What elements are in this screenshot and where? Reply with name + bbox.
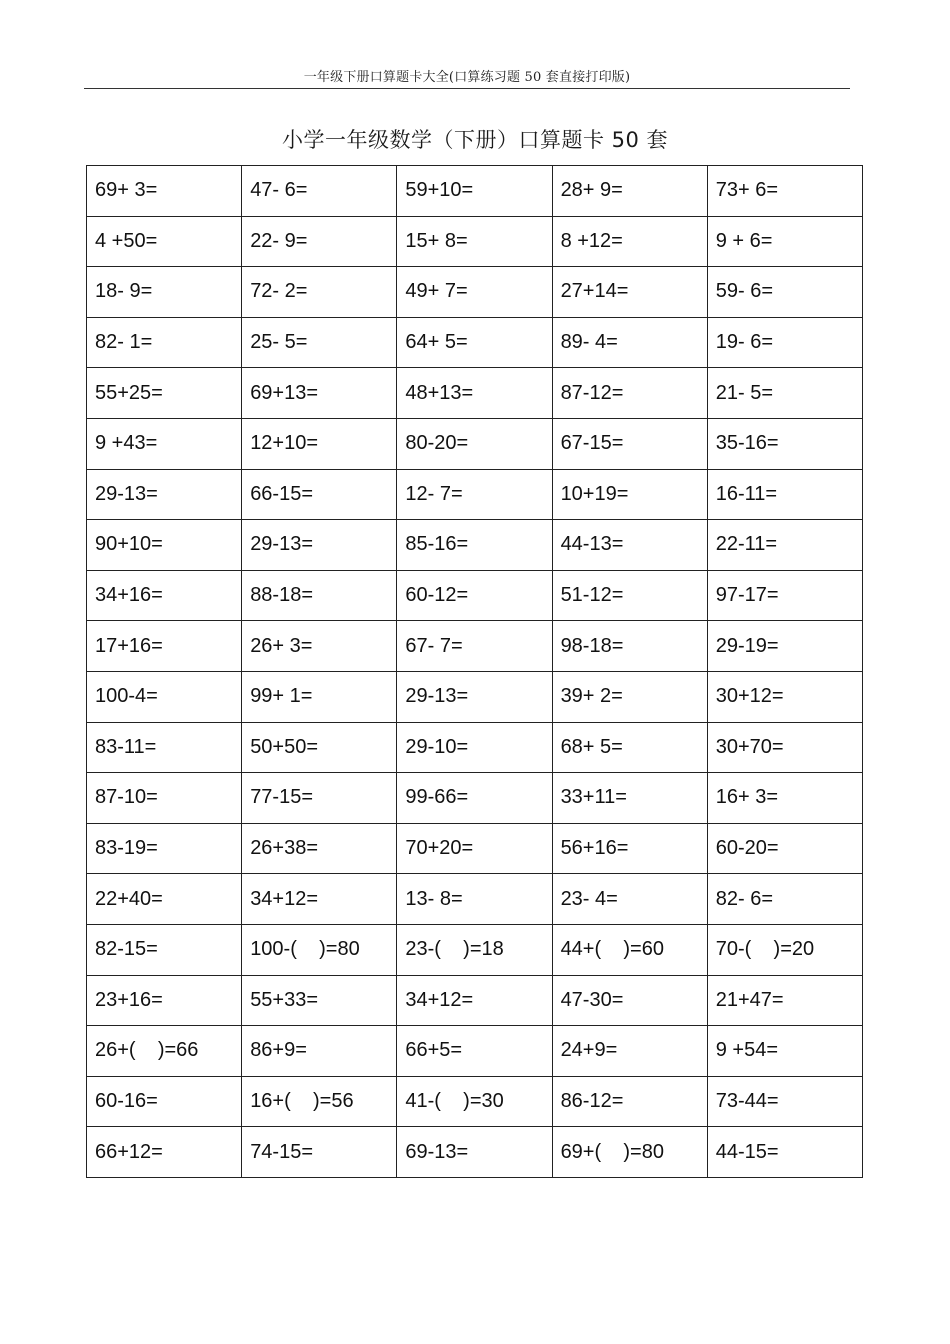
running-header: 一年级下册口算题卡大全(口算练习题 50 套直接打印版) bbox=[303, 70, 631, 85]
problem-cell: 9 +54= bbox=[707, 1026, 862, 1077]
problem-cell: 23- 4= bbox=[552, 874, 707, 925]
problem-cell: 39+ 2= bbox=[552, 671, 707, 722]
problem-cell: 68+ 5= bbox=[552, 722, 707, 773]
problem-cell: 47- 6= bbox=[242, 166, 397, 217]
problem-cell: 100-( )=80 bbox=[242, 924, 397, 975]
problem-cell: 19- 6= bbox=[707, 317, 862, 368]
problem-cell: 67- 7= bbox=[397, 621, 552, 672]
problem-cell: 30+70= bbox=[707, 722, 862, 773]
problem-cell: 24+9= bbox=[552, 1026, 707, 1077]
table-row bbox=[87, 924, 863, 975]
problem-cell: 41-( )=30 bbox=[397, 1076, 552, 1127]
problem-cell: 27+14= bbox=[552, 267, 707, 318]
page-title: 小学一年级数学（下册）口算题卡 50 套 bbox=[281, 128, 669, 152]
problem-cell: 26+38= bbox=[242, 823, 397, 874]
table-row bbox=[87, 317, 863, 368]
problem-cell: 89- 4= bbox=[552, 317, 707, 368]
problem-cell: 18- 9= bbox=[87, 267, 242, 318]
problem-cell: 28+ 9= bbox=[552, 166, 707, 217]
problem-cell: 73-44= bbox=[707, 1076, 862, 1127]
problem-cell: 12- 7= bbox=[397, 469, 552, 520]
problem-cell: 34+16= bbox=[87, 570, 242, 621]
problem-cell: 69-13= bbox=[397, 1127, 552, 1178]
problem-cell: 83-11= bbox=[87, 722, 242, 773]
problem-cell: 82- 1= bbox=[87, 317, 242, 368]
problem-cell: 51-12= bbox=[552, 570, 707, 621]
problem-cell: 55+33= bbox=[242, 975, 397, 1026]
problem-cell: 29-13= bbox=[87, 469, 242, 520]
header-rule bbox=[84, 88, 850, 89]
problem-cell: 8 +12= bbox=[552, 216, 707, 267]
problem-cell: 73+ 6= bbox=[707, 166, 862, 217]
problem-cell: 72- 2= bbox=[242, 267, 397, 318]
problem-cell: 22+40= bbox=[87, 874, 242, 925]
problem-cell: 99+ 1= bbox=[242, 671, 397, 722]
problem-cell: 100-4= bbox=[87, 671, 242, 722]
problem-cell: 69+ 3= bbox=[87, 166, 242, 217]
problem-cell: 74-15= bbox=[242, 1127, 397, 1178]
problem-cell: 25- 5= bbox=[242, 317, 397, 368]
table-row bbox=[87, 216, 863, 267]
table-row bbox=[87, 267, 863, 318]
table-row bbox=[87, 418, 863, 469]
problem-cell: 66-15= bbox=[242, 469, 397, 520]
problem-cell: 83-19= bbox=[87, 823, 242, 874]
problem-cell: 98-18= bbox=[552, 621, 707, 672]
problem-cell: 85-16= bbox=[397, 520, 552, 571]
problem-cell: 34+12= bbox=[397, 975, 552, 1026]
table-row bbox=[87, 1076, 863, 1127]
problem-cell: 87-10= bbox=[87, 773, 242, 824]
problem-table-body bbox=[87, 166, 863, 1178]
problem-cell: 97-17= bbox=[707, 570, 862, 621]
problem-cell: 56+16= bbox=[552, 823, 707, 874]
problem-cell: 55+25= bbox=[87, 368, 242, 419]
problem-cell: 99-66= bbox=[397, 773, 552, 824]
table-row bbox=[87, 1026, 863, 1077]
problem-cell: 60-12= bbox=[397, 570, 552, 621]
problem-cell: 44+( )=60 bbox=[552, 924, 707, 975]
problem-cell: 29-10= bbox=[397, 722, 552, 773]
problem-cell: 16-11= bbox=[707, 469, 862, 520]
table-row bbox=[87, 469, 863, 520]
problem-cell: 34+12= bbox=[242, 874, 397, 925]
problem-cell: 35-16= bbox=[707, 418, 862, 469]
table-row bbox=[87, 1127, 863, 1178]
problem-cell: 86-12= bbox=[552, 1076, 707, 1127]
problem-cell: 48+13= bbox=[397, 368, 552, 419]
problem-cell: 12+10= bbox=[242, 418, 397, 469]
problem-cell: 22- 9= bbox=[242, 216, 397, 267]
problem-cell: 80-20= bbox=[397, 418, 552, 469]
table-row bbox=[87, 975, 863, 1026]
problem-cell: 70+20= bbox=[397, 823, 552, 874]
table-row bbox=[87, 874, 863, 925]
problem-cell: 26+ 3= bbox=[242, 621, 397, 672]
problem-cell: 82- 6= bbox=[707, 874, 862, 925]
problem-cell: 87-12= bbox=[552, 368, 707, 419]
arithmetic-problem-table bbox=[86, 165, 863, 1178]
table-row bbox=[87, 823, 863, 874]
problem-cell: 67-15= bbox=[552, 418, 707, 469]
problem-cell: 47-30= bbox=[552, 975, 707, 1026]
problem-cell: 86+9= bbox=[242, 1026, 397, 1077]
problem-cell: 29-13= bbox=[242, 520, 397, 571]
problem-cell: 23-( )=18 bbox=[397, 924, 552, 975]
problem-cell: 30+12= bbox=[707, 671, 862, 722]
problem-cell: 50+50= bbox=[242, 722, 397, 773]
problem-cell: 70-( )=20 bbox=[707, 924, 862, 975]
problem-cell: 49+ 7= bbox=[397, 267, 552, 318]
table-row bbox=[87, 166, 863, 217]
table-row bbox=[87, 368, 863, 419]
table-row bbox=[87, 570, 863, 621]
problem-cell: 16+ 3= bbox=[707, 773, 862, 824]
problem-cell: 44-13= bbox=[552, 520, 707, 571]
problem-cell: 59+10= bbox=[397, 166, 552, 217]
problem-cell: 4 +50= bbox=[87, 216, 242, 267]
problem-cell: 66+5= bbox=[397, 1026, 552, 1077]
problem-cell: 13- 8= bbox=[397, 874, 552, 925]
table-row bbox=[87, 671, 863, 722]
table-row bbox=[87, 773, 863, 824]
problem-cell: 44-15= bbox=[707, 1127, 862, 1178]
problem-cell: 10+19= bbox=[552, 469, 707, 520]
problem-cell: 29-19= bbox=[707, 621, 862, 672]
problem-cell: 69+( )=80 bbox=[552, 1127, 707, 1178]
problem-cell: 16+( )=56 bbox=[242, 1076, 397, 1127]
problem-cell: 90+10= bbox=[87, 520, 242, 571]
problem-cell: 21- 5= bbox=[707, 368, 862, 419]
problem-cell: 66+12= bbox=[87, 1127, 242, 1178]
problem-cell: 88-18= bbox=[242, 570, 397, 621]
table-row bbox=[87, 722, 863, 773]
problem-cell: 69+13= bbox=[242, 368, 397, 419]
problem-cell: 9 + 6= bbox=[707, 216, 862, 267]
problem-cell: 82-15= bbox=[87, 924, 242, 975]
problem-cell: 59- 6= bbox=[707, 267, 862, 318]
table-row bbox=[87, 520, 863, 571]
problem-cell: 15+ 8= bbox=[397, 216, 552, 267]
problem-cell: 17+16= bbox=[87, 621, 242, 672]
table-row bbox=[87, 621, 863, 672]
problem-cell: 77-15= bbox=[242, 773, 397, 824]
problem-cell: 29-13= bbox=[397, 671, 552, 722]
problem-cell: 22-11= bbox=[707, 520, 862, 571]
problem-cell: 21+47= bbox=[707, 975, 862, 1026]
problem-cell: 33+11= bbox=[552, 773, 707, 824]
problem-cell: 9 +43= bbox=[87, 418, 242, 469]
problem-cell: 26+( )=66 bbox=[87, 1026, 242, 1077]
problem-cell: 64+ 5= bbox=[397, 317, 552, 368]
problem-cell: 60-20= bbox=[707, 823, 862, 874]
problem-cell: 60-16= bbox=[87, 1076, 242, 1127]
problem-cell: 23+16= bbox=[87, 975, 242, 1026]
